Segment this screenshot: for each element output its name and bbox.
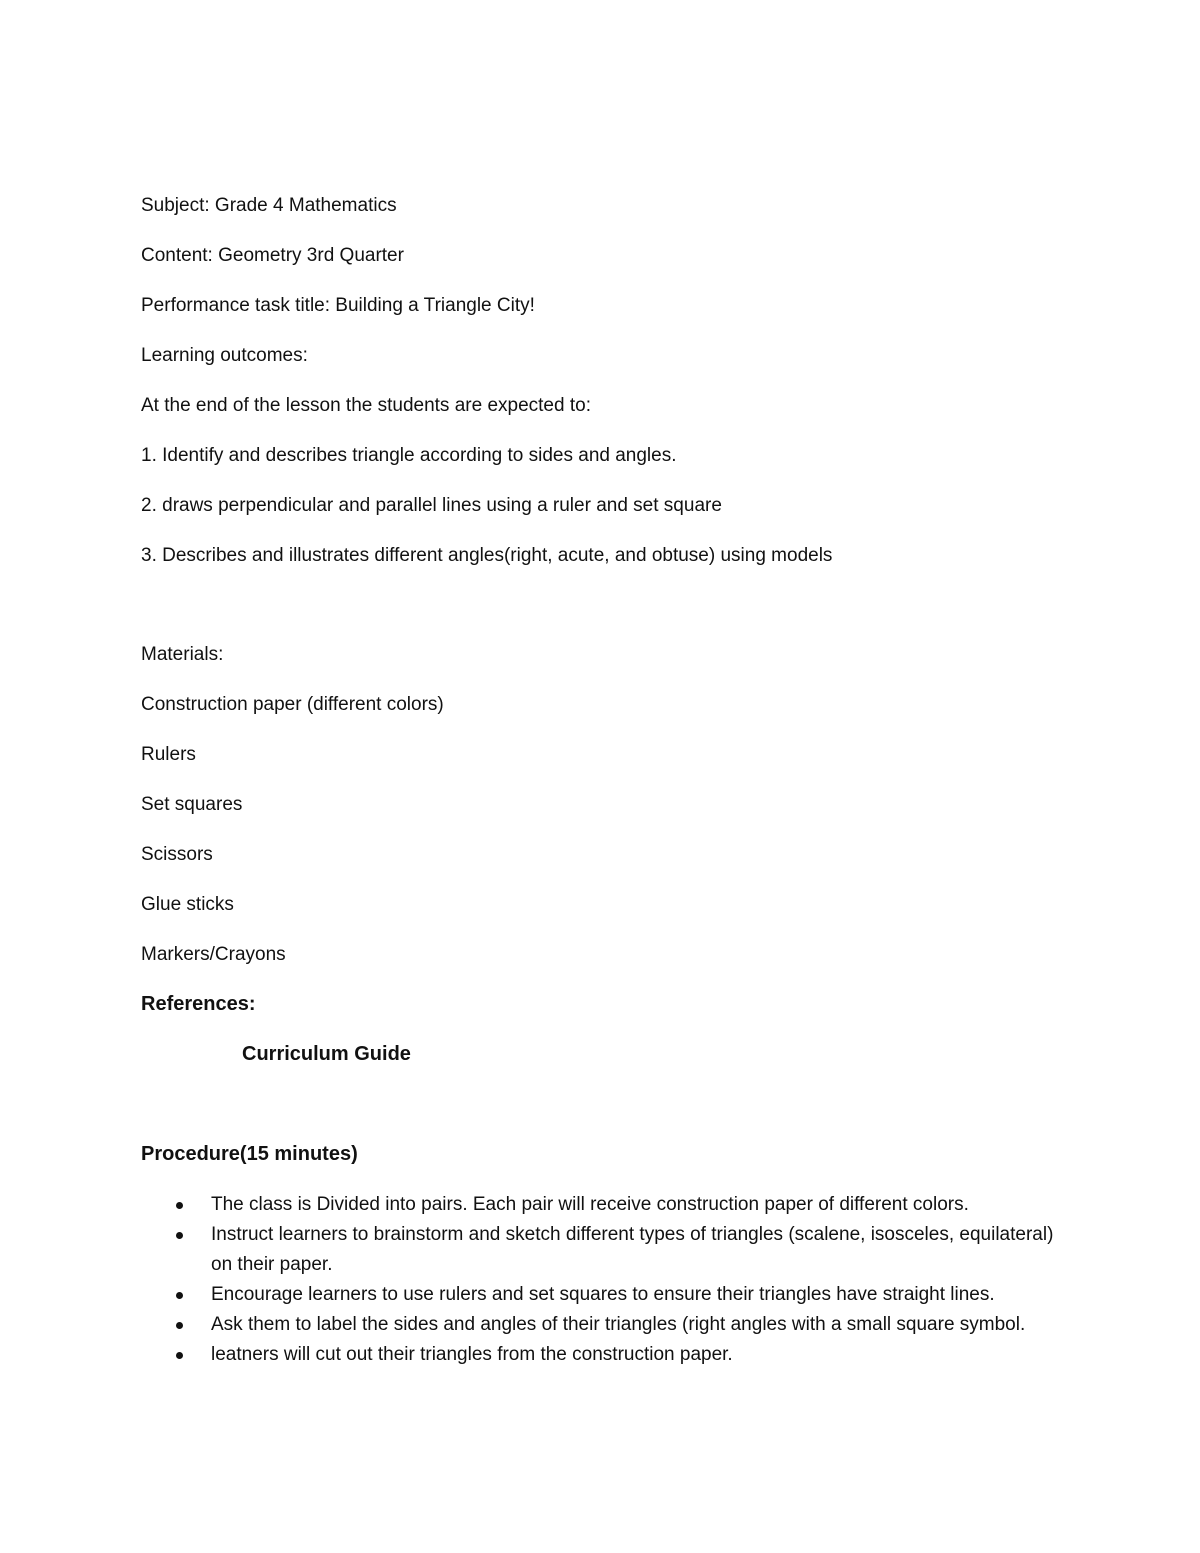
procedure-item-text: Encourage learners to use rulers and set squares to ensure their triangles have straight lines. <box>211 1284 995 1305</box>
procedure-item-text: leatners will cut out their triangles from the construction paper. <box>211 1344 733 1365</box>
learning-outcomes-label: Learning outcomes: <box>141 345 308 366</box>
outcome-item: 1. Identify and describes triangle according to sides and angles. <box>141 445 677 466</box>
bullet-icon <box>176 1322 183 1329</box>
references-heading: References: <box>141 993 256 1015</box>
procedure-item <box>141 1280 1071 1310</box>
content-line: Content: Geometry 3rd Quarter <box>141 245 404 266</box>
subject-line: Subject: Grade 4 Mathematics <box>141 195 397 216</box>
intro-line: At the end of the lesson the students are expected to: <box>141 395 591 416</box>
material-item: Scissors <box>141 844 213 865</box>
bullet-icon <box>176 1232 183 1239</box>
material-item: Construction paper (different colors) <box>141 694 444 715</box>
outcome-item: 3. Describes and illustrates different angles(right, acute, and obtuse) using models <box>141 545 833 566</box>
procedure-item <box>141 1310 1071 1340</box>
outcome-item: 2. draws perpendicular and parallel lines using a ruler and set square <box>141 495 722 516</box>
procedure-item <box>141 1190 1071 1220</box>
procedure-list <box>141 1190 1071 1370</box>
material-item: Set squares <box>141 794 243 815</box>
materials-label: Materials: <box>141 644 224 665</box>
procedure-item <box>141 1220 1071 1280</box>
bullet-icon <box>176 1292 183 1299</box>
procedure-item-text: Instruct learners to brainstorm and sketch different types of triangles (scalene, isosceles, equilateral) on their paper. <box>211 1224 1054 1275</box>
bullet-icon <box>176 1202 183 1209</box>
material-item: Rulers <box>141 744 196 765</box>
task-title-line: Performance task title: Building a Triangle City! <box>141 295 535 316</box>
procedure-item <box>141 1340 1071 1370</box>
procedure-item-text: Ask them to label the sides and angles of their triangles (right angles with a small square symbol. <box>211 1314 1026 1335</box>
material-item: Glue sticks <box>141 894 234 915</box>
material-item: Markers/Crayons <box>141 944 286 965</box>
bullet-icon <box>176 1352 183 1359</box>
procedure-item-text: The class is Divided into pairs. Each pair will receive construction paper of different colors. <box>211 1194 969 1215</box>
reference-item: Curriculum Guide <box>242 1043 411 1065</box>
procedure-heading: Procedure(15 minutes) <box>141 1143 358 1165</box>
